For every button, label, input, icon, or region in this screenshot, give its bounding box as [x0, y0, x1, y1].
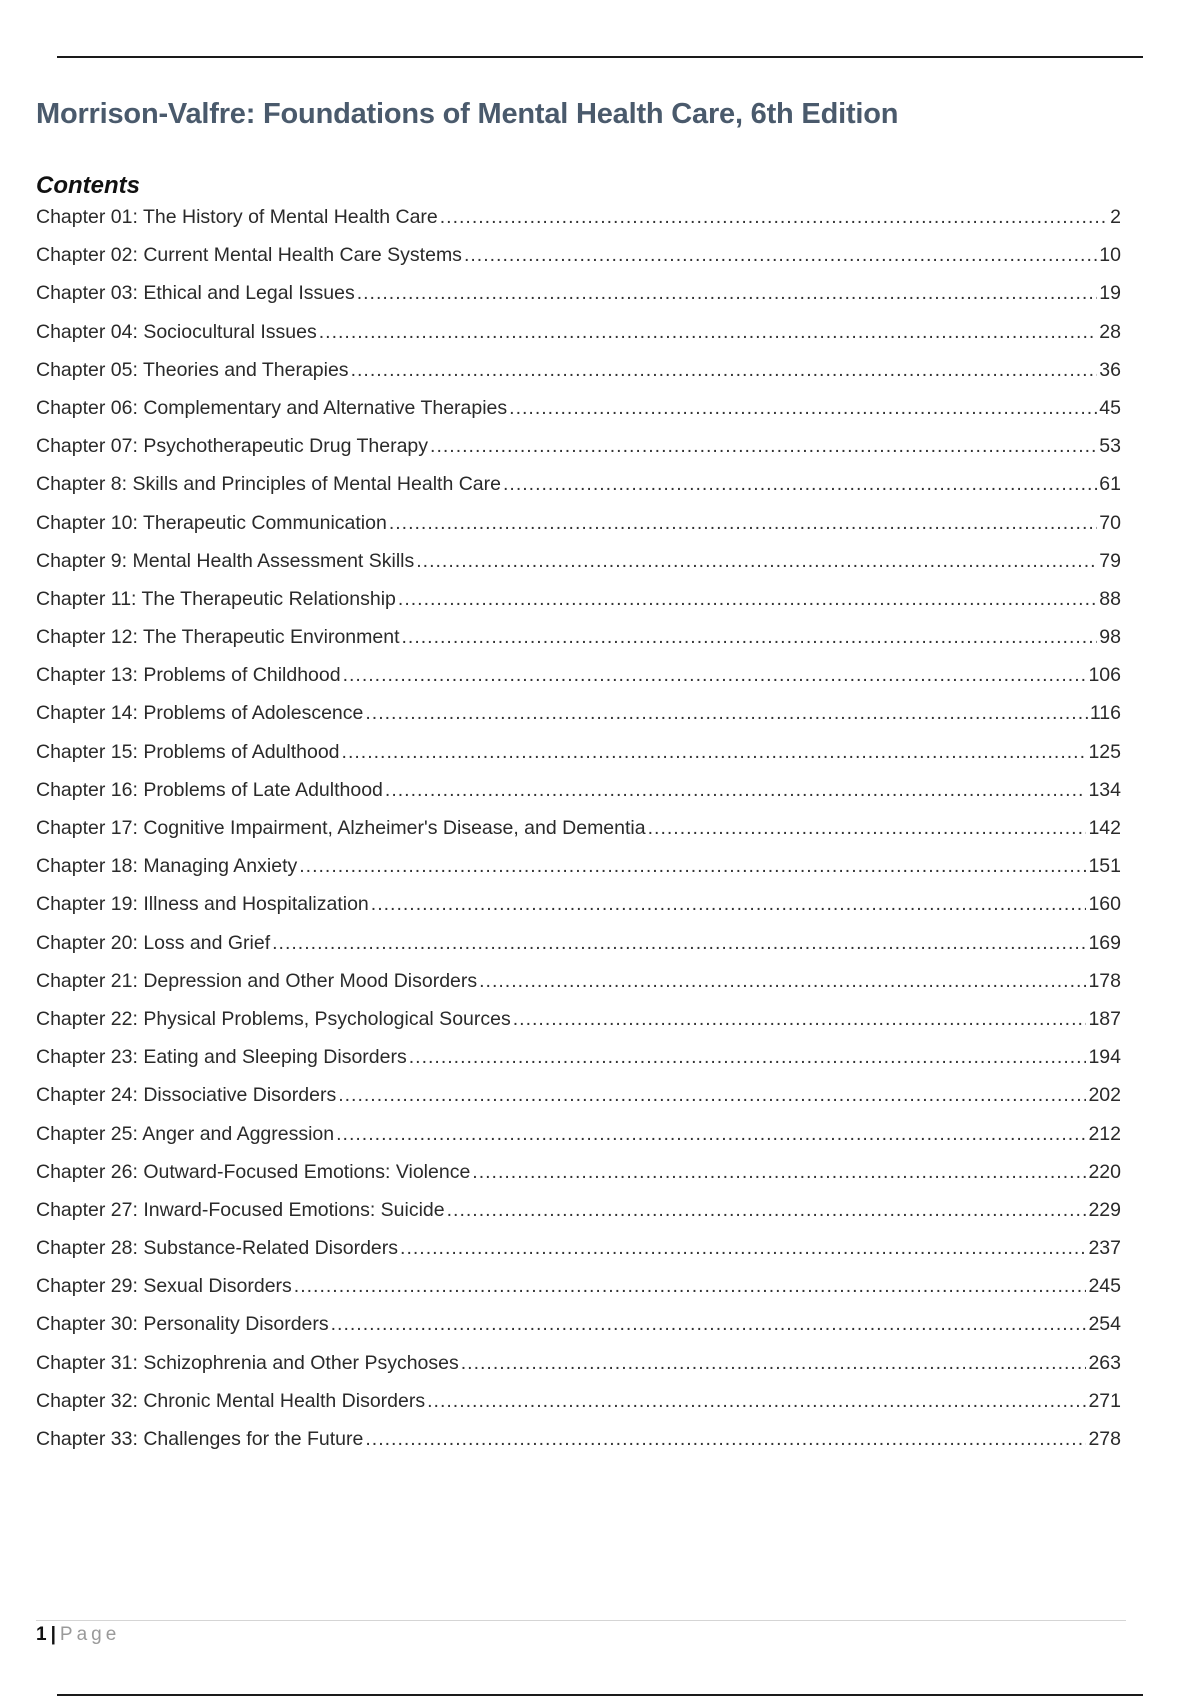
toc-entry-page: 125: [1088, 740, 1121, 763]
toc-entry-page: 160: [1088, 893, 1121, 916]
toc-entry-title: Chapter 15: Problems of Adulthood: [36, 740, 340, 763]
toc-entry[interactable]: [36, 817, 1121, 855]
toc-entry-page: 278: [1088, 1428, 1121, 1450]
toc-entry[interactable]: [36, 702, 1121, 740]
toc-dot-leader: [351, 359, 1098, 382]
toc-entry-page: 19: [1099, 282, 1121, 305]
table-of-contents: [36, 206, 1121, 1466]
toc-dot-leader: [385, 779, 1087, 802]
toc-entry[interactable]: [36, 626, 1121, 664]
toc-entry[interactable]: [36, 893, 1121, 931]
toc-entry[interactable]: [36, 244, 1121, 282]
toc-entry[interactable]: [36, 779, 1121, 817]
toc-entry-title: Chapter 26: Outward-Focused Emotions: Violence: [36, 1160, 471, 1183]
toc-entry[interactable]: [36, 512, 1121, 550]
page-footer: [36, 1624, 120, 1646]
toc-entry-page: 271: [1088, 1389, 1121, 1412]
toc-entry-page: 151: [1088, 855, 1121, 878]
toc-entry-title: Chapter 20: Loss and Grief: [36, 931, 271, 954]
toc-entry-page: 169: [1088, 931, 1121, 954]
toc-entry[interactable]: [36, 1161, 1121, 1199]
toc-entry-title: Chapter 21: Depression and Other Mood Disorders: [36, 969, 478, 992]
toc-dot-leader: [365, 1428, 1086, 1451]
toc-entry-title: Chapter 25: Anger and Aggression: [36, 1122, 335, 1145]
toc-entry[interactable]: [36, 1084, 1121, 1122]
toc-entry-title: Chapter 33: Challenges for the Future: [36, 1428, 364, 1450]
toc-entry-page: 142: [1088, 817, 1121, 839]
toc-entry[interactable]: [36, 664, 1121, 702]
toc-entry[interactable]: [36, 1390, 1121, 1428]
toc-entry[interactable]: [36, 359, 1121, 397]
page-label: Page: [59, 1624, 121, 1645]
toc-entry-page: 202: [1088, 1084, 1121, 1107]
toc-entry-title: Chapter 16: Problems of Late Adulthood: [36, 778, 383, 801]
toc-entry-page: 187: [1088, 1007, 1121, 1030]
toc-dot-leader: [402, 626, 1098, 649]
toc-entry[interactable]: [36, 855, 1121, 893]
toc-entry-title: Chapter 13: Problems of Childhood: [36, 664, 341, 687]
toc-entry[interactable]: [36, 1008, 1121, 1046]
toc-entry[interactable]: [36, 1352, 1121, 1390]
toc-entry[interactable]: [36, 1428, 1121, 1466]
toc-entry-title: Chapter 19: Illness and Hospitalization: [36, 893, 369, 916]
toc-entry-page: 178: [1088, 969, 1121, 992]
toc-dot-leader: [343, 664, 1087, 687]
toc-entry-title: Chapter 02: Current Mental Health Care Systems: [36, 244, 462, 267]
toc-entry[interactable]: [36, 397, 1121, 435]
toc-entry-title: Chapter 17: Cognitive Impairment, Alzheimer's Disease, and Dementia: [36, 817, 646, 839]
toc-dot-leader: [371, 893, 1087, 916]
toc-entry[interactable]: [36, 932, 1121, 970]
top-rule: [57, 56, 1143, 58]
toc-entry-title: Chapter 23: Eating and Sleeping Disorders: [36, 1046, 407, 1069]
toc-dot-leader: [430, 435, 1097, 458]
toc-dot-leader: [513, 1008, 1087, 1031]
toc-entry[interactable]: [36, 588, 1121, 626]
toc-entry-title: Chapter 04: Sociocultural Issues: [36, 320, 317, 343]
toc-dot-leader: [365, 702, 1088, 725]
toc-entry-title: Chapter 11: The Therapeutic Relationship: [36, 587, 396, 610]
toc-dot-leader: [272, 932, 1086, 955]
toc-dot-leader: [472, 1161, 1086, 1184]
toc-entry-page: 220: [1088, 1160, 1121, 1183]
toc-entry-title: Chapter 9: Mental Health Assessment Skills: [36, 549, 415, 572]
toc-dot-leader: [648, 817, 1087, 840]
toc-entry-title: Chapter 01: The History of Mental Health Care: [36, 206, 438, 228]
toc-entry-page: 237: [1088, 1237, 1121, 1260]
toc-entry[interactable]: [36, 473, 1121, 511]
toc-entry-page: 212: [1088, 1122, 1121, 1145]
toc-dot-leader: [427, 1390, 1086, 1413]
toc-entry-page: 10: [1099, 244, 1121, 267]
toc-dot-leader: [319, 321, 1098, 344]
toc-dot-leader: [331, 1313, 1087, 1336]
toc-entry-title: Chapter 05: Theories and Therapies: [36, 358, 349, 381]
toc-entry-title: Chapter 28: Substance-Related Disorders: [36, 1237, 399, 1260]
toc-entry-page: 61: [1099, 473, 1121, 496]
toc-entry-title: Chapter 14: Problems of Adolescence: [36, 702, 364, 725]
toc-entry-page: 2: [1110, 206, 1121, 228]
page-separator: |: [50, 1624, 56, 1645]
contents-heading: Contents: [36, 172, 140, 199]
toc-entry-page: 28: [1099, 320, 1121, 343]
toc-dot-leader: [461, 1352, 1087, 1375]
toc-entry-title: Chapter 22: Physical Problems, Psychological Sources: [36, 1007, 511, 1030]
toc-entry[interactable]: [36, 1123, 1121, 1161]
toc-entry-page: 106: [1088, 664, 1121, 687]
toc-entry-page: 45: [1099, 396, 1121, 419]
toc-entry-page: 70: [1099, 511, 1121, 534]
toc-entry-page: 134: [1088, 778, 1121, 801]
toc-entry-page: 88: [1099, 587, 1121, 610]
toc-dot-leader: [447, 1199, 1087, 1222]
toc-dot-leader: [503, 473, 1097, 496]
toc-entry-title: Chapter 27: Inward-Focused Emotions: Suicide: [36, 1198, 445, 1221]
toc-dot-leader: [342, 741, 1087, 764]
toc-entry[interactable]: [36, 550, 1121, 588]
toc-entry[interactable]: [36, 435, 1121, 473]
toc-entry-page: 53: [1099, 435, 1121, 458]
toc-entry[interactable]: [36, 206, 1121, 244]
toc-entry[interactable]: [36, 1237, 1121, 1275]
toc-entry-title: Chapter 12: The Therapeutic Environment: [36, 626, 400, 649]
toc-entry-title: Chapter 06: Complementary and Alternative Therapies: [36, 396, 508, 419]
toc-entry-page: 36: [1099, 358, 1121, 381]
toc-dot-leader: [294, 1275, 1087, 1298]
toc-entry-page: 229: [1088, 1198, 1121, 1221]
toc-entry-page: 263: [1088, 1351, 1121, 1374]
toc-dot-leader: [416, 550, 1097, 573]
toc-dot-leader: [509, 397, 1097, 420]
toc-entry[interactable]: [36, 282, 1121, 320]
toc-entry[interactable]: [36, 321, 1121, 359]
footer-rule: [36, 1620, 1126, 1621]
toc-dot-leader: [464, 244, 1097, 267]
toc-entry[interactable]: [36, 970, 1121, 1008]
toc-entry-title: Chapter 29: Sexual Disorders: [36, 1275, 292, 1298]
toc-dot-leader: [440, 206, 1108, 229]
toc-dot-leader: [338, 1084, 1086, 1107]
toc-entry-title: Chapter 31: Schizophrenia and Other Psychoses: [36, 1351, 459, 1374]
toc-entry-title: Chapter 8: Skills and Principles of Mental Health Care: [36, 473, 501, 496]
toc-entry[interactable]: [36, 1313, 1121, 1351]
toc-entry-title: Chapter 10: Therapeutic Communication: [36, 511, 387, 534]
toc-entry-page: 98: [1099, 626, 1121, 649]
toc-entry-title: Chapter 03: Ethical and Legal Issues: [36, 282, 355, 305]
toc-dot-leader: [409, 1046, 1087, 1069]
toc-dot-leader: [336, 1123, 1086, 1146]
toc-entry-title: Chapter 24: Dissociative Disorders: [36, 1084, 337, 1107]
toc-entry-title: Chapter 32: Chronic Mental Health Disorders: [36, 1389, 426, 1412]
toc-dot-leader: [400, 1237, 1086, 1260]
toc-entry-title: Chapter 18: Managing Anxiety: [36, 855, 298, 878]
toc-dot-leader: [398, 588, 1097, 611]
bottom-rule: [57, 1694, 1143, 1696]
toc-entry[interactable]: [36, 1275, 1121, 1313]
document-title: Morrison-Valfre: Foundations of Mental Health Care, 6th Edition: [36, 98, 899, 130]
toc-dot-leader: [357, 282, 1098, 305]
toc-entry-title: Chapter 30: Personality Disorders: [36, 1313, 329, 1336]
page-number: 1: [36, 1624, 47, 1645]
toc-dot-leader: [299, 855, 1086, 878]
toc-entry[interactable]: [36, 1046, 1121, 1084]
toc-entry-page: 116: [1089, 702, 1121, 725]
toc-entry-title: Chapter 07: Psychotherapeutic Drug Therapy: [36, 435, 429, 458]
toc-entry[interactable]: [36, 741, 1121, 779]
toc-dot-leader: [479, 970, 1086, 993]
toc-entry-page: 79: [1099, 549, 1121, 572]
toc-entry-page: 245: [1088, 1275, 1121, 1298]
toc-entry-page: 254: [1088, 1313, 1121, 1336]
toc-entry[interactable]: [36, 1199, 1121, 1237]
toc-dot-leader: [389, 512, 1097, 535]
toc-entry-page: 194: [1088, 1046, 1121, 1069]
